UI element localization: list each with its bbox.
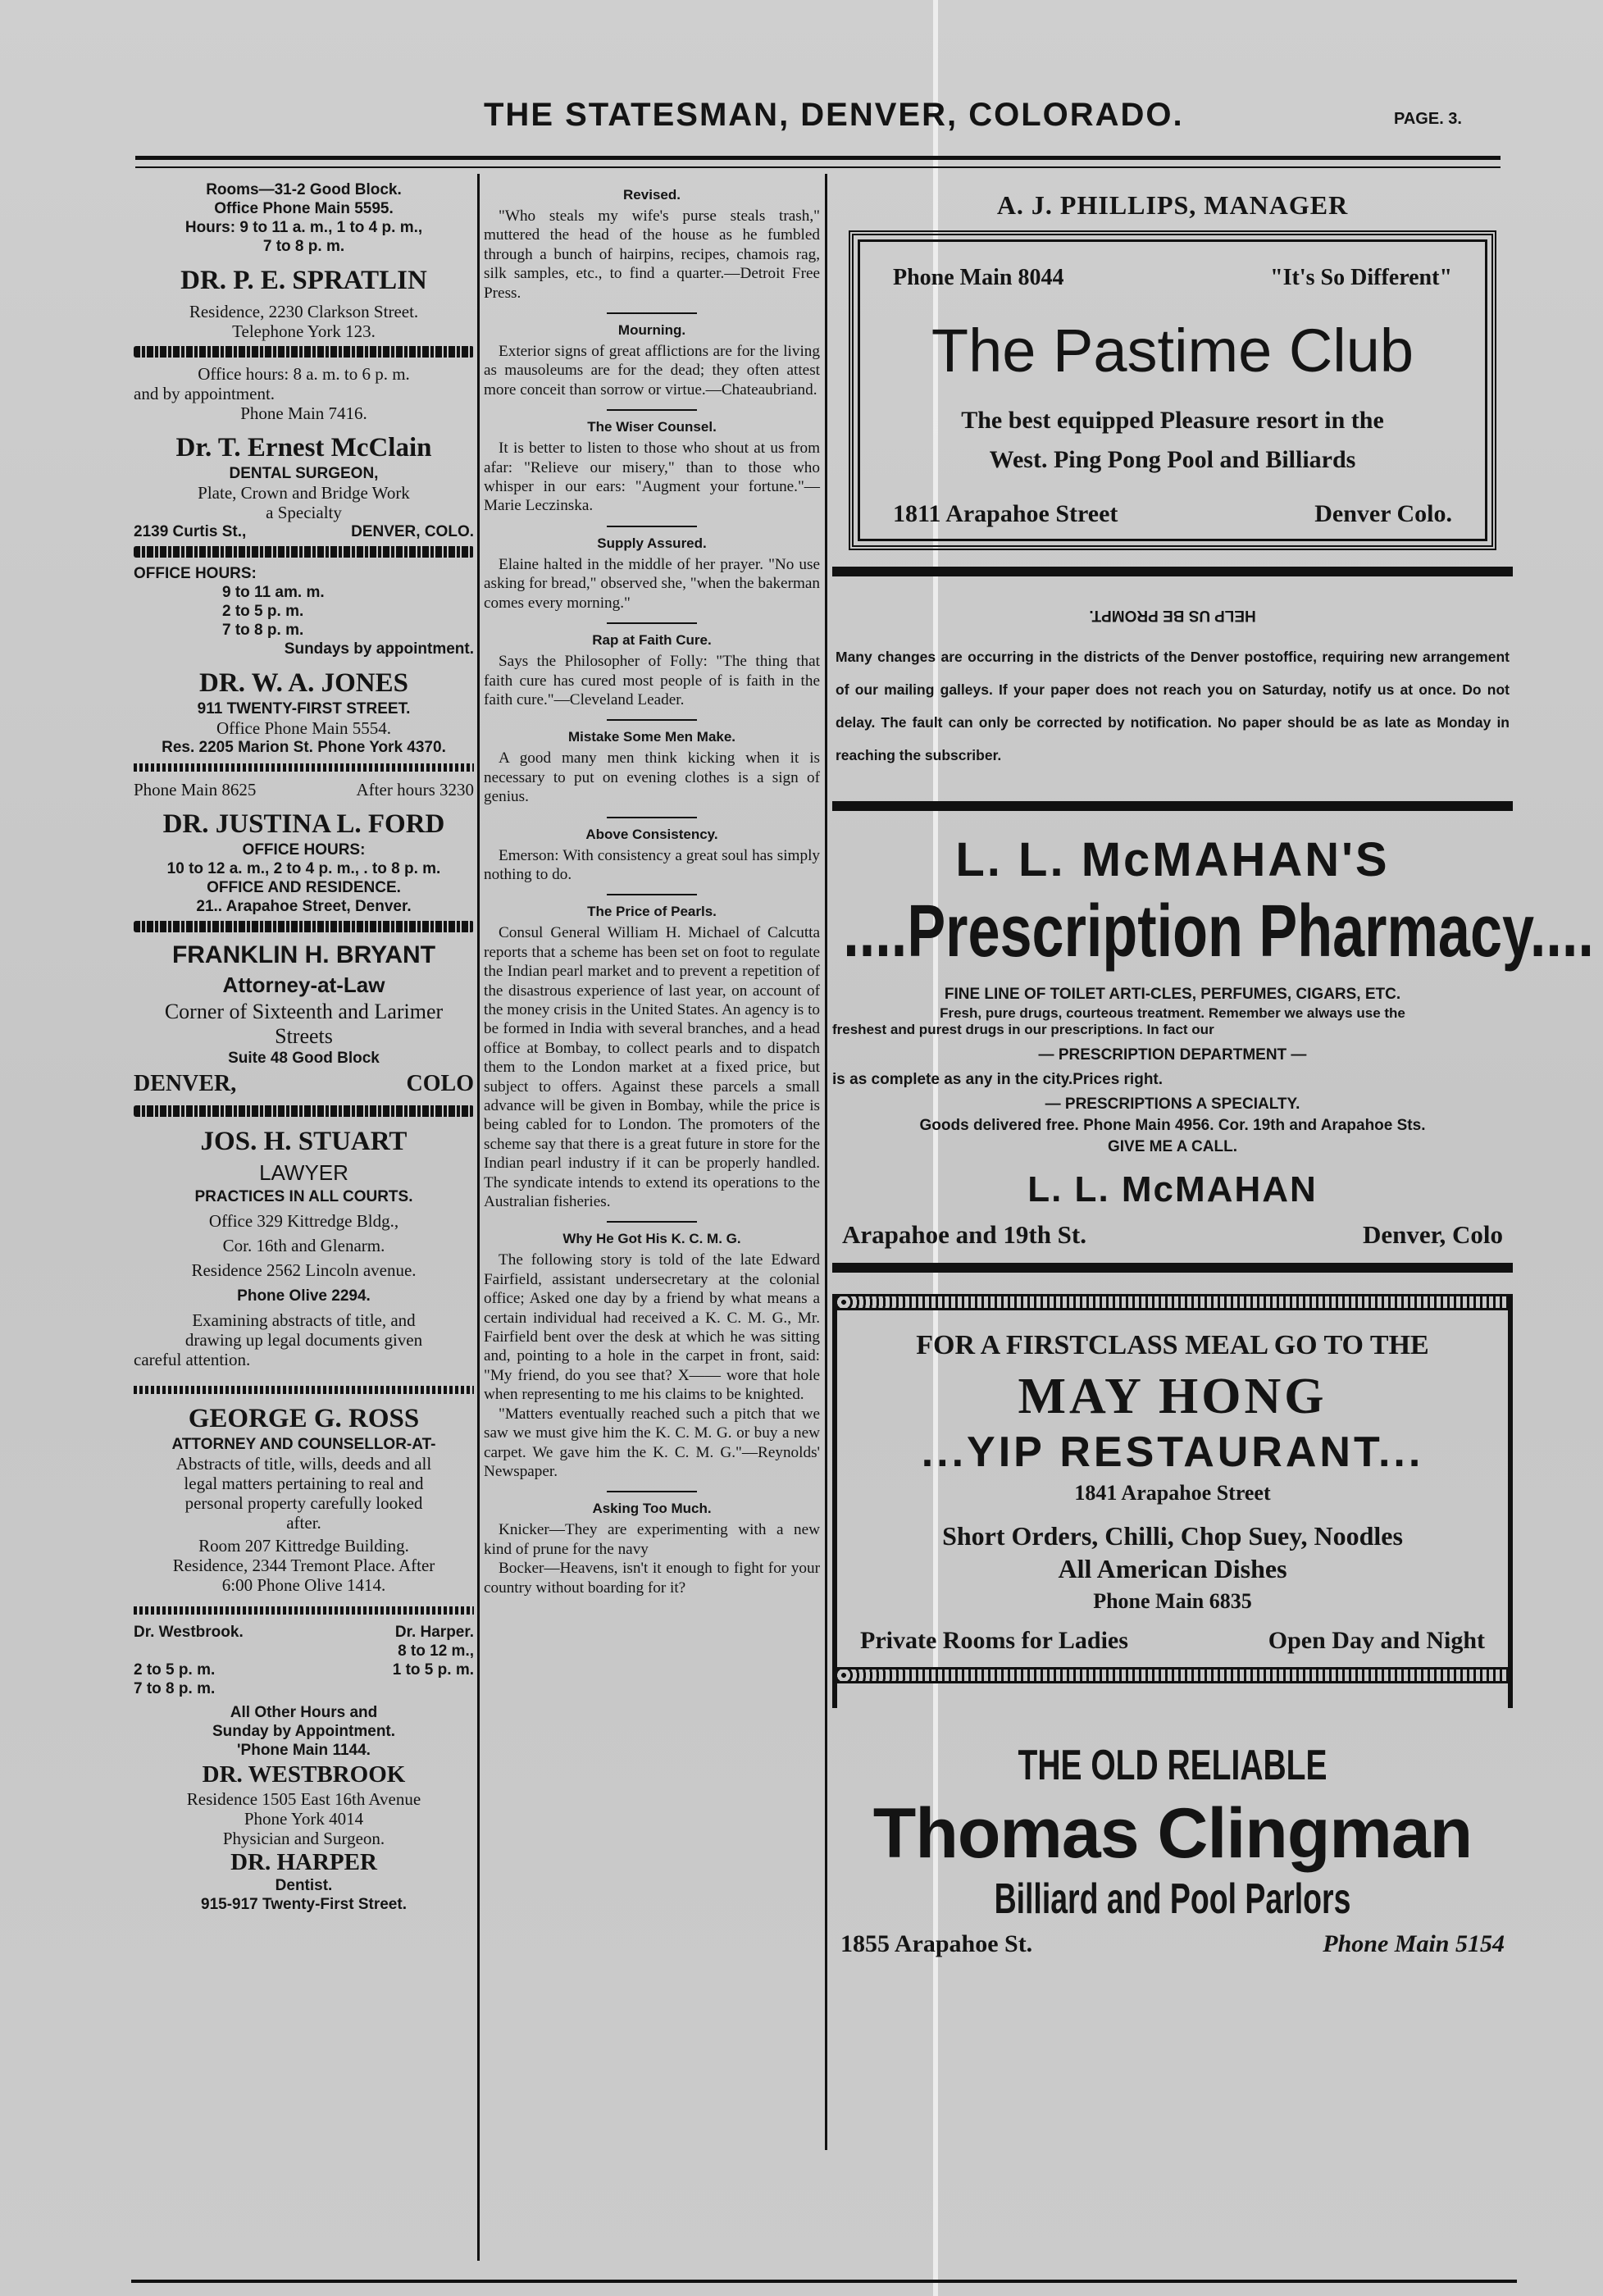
ad-address: Arapahoe and 19th St. (842, 1220, 1086, 1249)
article (484, 827, 820, 896)
article-divider (607, 894, 697, 895)
section-rule (832, 801, 1513, 811)
card-line: Room 207 Kittredge Building. (198, 1536, 409, 1556)
card-line: Phone Main 7416. (240, 403, 367, 423)
ornament-divider (134, 1105, 474, 1117)
card-bryant (134, 941, 474, 1117)
card-line: 10 to 12 a. m., 2 to 4 p. m., . to 8 p. m. (166, 860, 441, 877)
card-city-row (134, 1068, 474, 1100)
card-line: 6:00 Phone Olive 1414. (221, 1575, 386, 1595)
article-headline: Revised. (623, 187, 681, 203)
ad-mcmahan (832, 832, 1594, 1255)
card-line: a Specialty (266, 503, 342, 522)
card-address-row (134, 522, 474, 541)
footer-rule (131, 2280, 1517, 2283)
card-text: 2 to 5 p. m. (134, 1661, 216, 1679)
article-body (484, 439, 820, 516)
ad-footer-row (877, 480, 1469, 534)
ad-footer-row (832, 1215, 1513, 1255)
column-advertisements (832, 180, 1594, 1958)
card-line: Sunday by Appointment. (212, 1723, 396, 1740)
ad-line: FINE LINE OF TOILET ARTI-CLES, PERFUMES, CIGARS, ETC. (944, 986, 1401, 1003)
article-body (484, 749, 820, 806)
article-paragraph: The following story is told of the late Edward Fairfield, assistant undersecretary at the colonial office; Asked one day by a friend by what means a certain individual had received a K. C. M. G., Mr. Fairfield bent over the desk at which he was sitting and, pointing to a hole in the carpet in front, said: "My friend, do you see that? X—— wore that hole when representing to me his claims to be knighted. (484, 1251, 820, 1404)
card-line: 9 to 11 am. m. (222, 584, 325, 601)
ad-phone: Phone Main 8044 (893, 265, 1064, 290)
card-line: Phone Olive 2294. (237, 1287, 371, 1305)
ad-line: All American Dishes (1058, 1554, 1287, 1583)
card-line: Res. 2205 Marion St. Phone York 4370. (162, 739, 446, 756)
article-divider (607, 817, 697, 818)
article-body (484, 652, 820, 709)
card-line: 7 to 8 p. m. (222, 622, 304, 639)
card-ford (134, 808, 474, 932)
card-name: DR. WESTBROOK (202, 1761, 406, 1788)
ornament-divider (134, 921, 474, 932)
card-line: Physician and Surgeon. (222, 1829, 385, 1848)
ad-line: Goods delivered free. Phone Main 4956. Cor. 19th and Arapahoe Sts. (919, 1117, 1426, 1134)
card-city: DENVER, COLO. (351, 523, 474, 540)
article-paragraph: It is better to listen to those who shout at us from afar: "Relieve our misery," than to those who whisper in our ears: "Augment your fortune."—Marie Leczinska. (484, 440, 820, 515)
article (484, 419, 820, 527)
card-line: ATTORNEY AND COUNSELLOR-AT- (171, 1436, 436, 1453)
ad-title: Thomas Clingman (872, 1794, 1473, 1873)
card-stuart (134, 1125, 474, 1394)
card-name: FRANKLIN H. BRYANT (171, 941, 436, 968)
card-line: Dentist. (275, 1877, 333, 1894)
article-divider (607, 719, 697, 721)
article-body (484, 846, 820, 885)
ad-address: 1855 Arapahoe St. (840, 1930, 1033, 1957)
notice-heading-inverted: HELP US BE PROMPT. (1089, 607, 1256, 624)
card-line: Residence 1505 East 16th Avenue (186, 1789, 421, 1809)
article-divider (607, 312, 697, 314)
card-line: Office hours: 8 a. m. to 6 p. m. (198, 364, 410, 384)
article-paragraph: Says the Philosopher of Folly: "The thing that faith cure has cured most people of is faith in the faith cure."—Cleveland Leader. (484, 653, 820, 708)
article-body (484, 1250, 820, 1481)
ad-clingman (832, 1741, 1513, 1958)
card-line: Telephone York 123. (232, 321, 376, 341)
card-line: Office 329 Kittredge Bldg., (208, 1211, 399, 1231)
ad-phone: Phone Main 6835 (1093, 1589, 1252, 1613)
card-line: PRACTICES IN ALL COURTS. (194, 1188, 413, 1205)
card-title: LAWYER (259, 1160, 348, 1185)
article (484, 1231, 820, 1492)
article-paragraph: A good many men think kicking when it is necessary to put on evening clothes is a sign of genius. (484, 749, 820, 806)
chain-border-bottom (837, 1667, 1508, 1683)
notice-text: Many changes are occurring in the districts of the Denver postoffice, requiring new arrangement of our mailing galleys. If your paper does not reach you on Saturday, notify us at once. Do not delay. The fault can only be corrected by notification. No paper should be as late as Monday in reaching the subscriber. (836, 649, 1510, 763)
card-line: 21.. Arapahoe Street, Denver. (196, 898, 412, 915)
ad-title: The Pastime Club (931, 317, 1414, 385)
article (484, 729, 820, 818)
card-line: Office Phone Main 5554. (216, 718, 392, 738)
card-name: DR. P. E. SPRATLIN (180, 266, 427, 295)
article-body (484, 555, 820, 613)
card-line: Hours: 9 to 11 a. m., 1 to 4 p. m., (184, 219, 423, 236)
card-line: Abstracts of title, wills, deeds and all (175, 1454, 432, 1474)
page-number: PAGE. 3. (1394, 110, 1462, 128)
card-line: Office Phone Main 5595. (214, 200, 394, 217)
ad-pastime-club (849, 230, 1496, 550)
ad-title: MAY HONG (1018, 1369, 1327, 1424)
card-name: JOS. H. STUART (200, 1127, 408, 1156)
article-body (484, 1520, 820, 1597)
masthead-title: THE STATESMAN, DENVER, COLORADO. (484, 97, 1184, 133)
article-headline: Supply Assured. (597, 535, 707, 551)
section-rule (832, 567, 1513, 576)
column-articles (484, 182, 820, 1597)
ad-header-row (877, 258, 1469, 298)
ad-mayhong (832, 1294, 1513, 1708)
article-paragraph: Knicker—They are experimenting with a new kind of prune for the navy (484, 1521, 820, 1558)
ad-name: L. L. McMAHAN (1027, 1169, 1318, 1210)
ad-line: GIVE ME A CALL. (1108, 1138, 1237, 1155)
ad-line: West. Ping Pong Pool and Billiards (989, 446, 1356, 473)
ad-heading: THE OLD RELIABLE (1018, 1742, 1327, 1789)
ornament-divider (134, 546, 474, 558)
card-title: Attorney-at-Law (222, 973, 385, 997)
article-headline: Rap at Faith Cure. (592, 632, 712, 649)
ad-text: Private Rooms for Ladies (860, 1627, 1128, 1654)
ad-address: 1841 Arapahoe Street (1074, 1481, 1271, 1505)
card-line: 915-917 Twenty-First Street. (201, 1896, 407, 1913)
ad-line: — PRESCRIPTIONS A SPECIALTY. (1045, 1096, 1300, 1113)
rule-divider (134, 763, 474, 772)
card-line: drawing up legal documents given (184, 1330, 423, 1350)
article-body (484, 207, 820, 303)
card-spratlin (134, 264, 474, 423)
article-divider (607, 1221, 697, 1223)
card-top (134, 180, 474, 256)
card-name: DR. W. A. JONES (199, 668, 408, 698)
column-professional-cards (134, 180, 474, 1922)
card-line: Suite 48 Good Block (228, 1050, 380, 1067)
column-rule-1 (477, 174, 480, 2261)
card-row (134, 1623, 474, 1642)
card-row (134, 1660, 474, 1679)
card-phone: Phone Main 8625 (134, 780, 257, 800)
card-phone-row (134, 780, 474, 800)
card-state: COLO (406, 1071, 474, 1096)
card-line: Sundays by appointment. (284, 640, 474, 658)
article-headline: The Wiser Counsel. (587, 419, 717, 435)
article-paragraph: "Who steals my wife's purse steals trash," muttered the head of the house as he fumbled through a bunch of hairpins, recipes, chamois rag, silk samples, etc., to find a quarter.—Detroit Free Press. (484, 207, 820, 302)
card-line: 2 to 5 p. m. (222, 603, 304, 620)
ad-phone: Phone Main 5154 (1323, 1930, 1505, 1957)
article-headline: Above Consistency. (585, 826, 718, 842)
ad-line: — PRESCRIPTION DEPARTMENT — (1038, 1046, 1307, 1064)
card-jones (134, 667, 474, 800)
card-ross (134, 1402, 474, 1615)
article-divider (607, 1491, 697, 1492)
article-paragraph: Exterior signs of great afflictions are for the living as mausoleums are for the dead; they often attest more conceit than sorrow or virtue.—Chateaubriand. (484, 343, 820, 399)
article-paragraph: Bocker—Heavens, isn't it enough to fight for your country without boarding for it? (484, 1560, 820, 1597)
card-line: Streets (275, 1024, 333, 1048)
card-line: Rooms—31-2 Good Block. (206, 181, 402, 198)
card-mcclain (134, 431, 474, 658)
pastime-manager: A. J. PHILLIPS, MANAGER (996, 190, 1349, 220)
card-line: Cor. 16th and Glenarm. (222, 1236, 385, 1255)
article-paragraph: Emerson: With consistency a great soul has simply nothing to do. (484, 846, 820, 883)
card-line: DENTAL SURGEON, (229, 465, 379, 482)
card-text: Dr. Harper. (394, 1624, 474, 1641)
ad-city: Denver Colo. (1314, 500, 1452, 527)
card-line: Plate, Crown and Bridge Work (198, 483, 410, 503)
rule-divider (134, 1606, 474, 1615)
section-rule (832, 1263, 1513, 1273)
chain-border-top (837, 1294, 1508, 1310)
ad-subtitle: Billiard and Pool Parlors (994, 1875, 1351, 1923)
ad-title: ....Prescription Pharmacy.... (843, 891, 1594, 973)
card-name: DR. JUSTINA L. FORD (162, 809, 445, 839)
card-line: OFFICE HOURS: (242, 841, 366, 859)
article-divider (607, 409, 697, 411)
ad-footer-row (860, 1624, 1485, 1657)
ad-slogan: "It's So Different" (1270, 265, 1452, 290)
card-name: DR. HARPER (230, 1849, 377, 1875)
ad-footer-row (832, 1930, 1513, 1958)
article-headline: Asking Too Much. (592, 1501, 712, 1517)
card-line: careful attention. (134, 1350, 251, 1369)
card-line: Residence, 2230 Clarkson Street. (189, 302, 419, 321)
card-city: DENVER, (134, 1071, 237, 1096)
article-headline: Mistake Some Men Make. (567, 729, 736, 745)
ad-line: The best equipped Pleasure resort in the (961, 407, 1384, 434)
card-line: OFFICE AND RESIDENCE. (207, 879, 401, 896)
article-paragraph: Consul General William H. Michael of Calcutta reports that a scheme has been set on foot to regulate the Indian pearl market and to prevent a repetition of the disastrous experience of last year, on account of the money crisis in the United States. An agency is to be formed in India with several branches, and a head office at Bombay, to collect pearls and to dispatch them to the London market at a fixed price, but subject to offers. Against these parcels a small advance will be given in Bombay, while the price is being cabled for to London. The promoters of the scheme say that there is a great future in store for the Indian pearl industry if it can be properly handled. The syndicate intends to extend its operations to the Australian fisheries. (484, 924, 820, 1211)
ad-line: is as complete as any in the city.Prices right. (832, 1071, 1164, 1088)
card-line: All Other Hours and (230, 1704, 378, 1721)
card-line: 7 to 8 p. m. (134, 1680, 216, 1697)
ad-line: Fresh, pure drugs, courteous treatment. Remember we always use the (940, 1005, 1405, 1021)
article-headline: The Price of Pearls. (587, 904, 717, 920)
card-line: after. (286, 1513, 321, 1533)
card-text: 1 to 5 p. m. (392, 1661, 474, 1679)
card-text: Dr. Westbrook. (134, 1624, 244, 1641)
ad-heading: L. L. McMAHAN'S (955, 833, 1390, 886)
ad-subtitle: ...YIP RESTAURANT... (921, 1428, 1424, 1476)
card-address: 2139 Curtis St., (134, 523, 247, 540)
card-line: Residence 2562 Lincoln avenue. (191, 1260, 417, 1280)
ornament-divider (134, 346, 474, 358)
ad-line: FOR A FIRSTCLASS MEAL GO TO THE (916, 1330, 1429, 1360)
article-divider (607, 622, 697, 624)
card-phone: After hours 3230 (356, 780, 474, 800)
header-rule-thin (135, 166, 1501, 168)
card-name: Dr. T. Ernest McClain (175, 433, 432, 462)
card-line: 'Phone Main 1144. (237, 1742, 371, 1759)
ad-text: Open Day and Night (1268, 1627, 1485, 1654)
article-divider (607, 526, 697, 527)
column-rule-2 (825, 174, 827, 2150)
article-headline: Mourning. (617, 322, 686, 339)
article (484, 535, 820, 624)
ad-address: 1811 Arapahoe Street (893, 500, 1118, 527)
article (484, 1501, 820, 1597)
article-headline: Why He Got His K. C. M. G. (562, 1231, 741, 1247)
rule-divider (134, 1386, 474, 1394)
article-body (484, 923, 820, 1211)
card-line: Corner of Sixteenth and Larimer (164, 1000, 444, 1023)
article (484, 904, 820, 1223)
card-name: GEORGE G. ROSS (188, 1404, 420, 1433)
article-paragraph: "Matters eventually reached such a pitch that we saw we must give him the K. C. M. G. or buy a new carpet. We gave him the K. C. M. G."—Reynolds' Newspaper. (484, 1405, 820, 1480)
card-line: and by appointment. (134, 384, 276, 403)
card-line: legal matters pertaining to real and (184, 1474, 424, 1493)
card-westbrook-harper (134, 1623, 474, 1914)
article (484, 322, 820, 411)
article-body (484, 342, 820, 399)
ad-line: Short Orders, Chilli, Chop Suey, Noodles (942, 1521, 1403, 1551)
card-line: OFFICE HOURS: (134, 565, 257, 582)
article-paragraph: Elaine halted in the middle of her prayer. "No use asking for bread," observed she, "when the bakerman comes every morning." (484, 555, 820, 612)
card-line: Residence, 2344 Tremont Place. After (172, 1556, 435, 1575)
card-line: Examining abstracts of title, and (192, 1310, 416, 1330)
ad-city: Denver, Colo (1362, 1220, 1503, 1249)
card-line: 8 to 12 m., (398, 1642, 474, 1660)
card-line: personal property carefully looked (184, 1493, 423, 1513)
card-line: 7 to 8 p. m. (262, 238, 345, 255)
card-line: Phone York 4014 (244, 1809, 364, 1829)
ad-line: freshest and purest drugs in our prescriptions. In fact our (832, 1022, 1214, 1037)
article (484, 632, 820, 721)
card-line: 911 TWENTY-FIRST STREET. (197, 700, 411, 718)
header-rule (135, 156, 1501, 160)
article (484, 187, 820, 314)
